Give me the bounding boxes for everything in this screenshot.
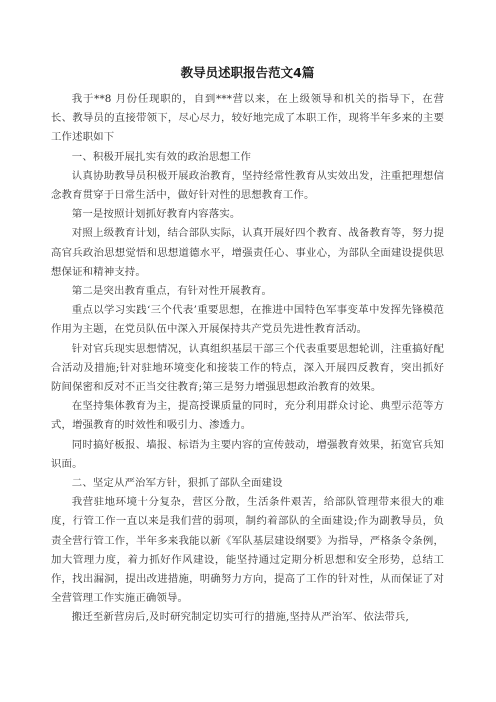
paragraph: 搬迁至新营房后,及时研究制定切实可行的措施,坚持从严治军、依法带兵,	[71, 611, 409, 624]
paragraph: 第一是按照计划抓好教育内容落实。	[71, 208, 241, 221]
section-heading-1: 一、积极开展扎实有效的政治思想工作	[71, 150, 251, 163]
paragraph: 同时搞好板报、墙报、标语为主要内容的宣传鼓动，增强教育效果，拓宽官兵知识面。	[51, 438, 444, 470]
paragraph: 针对官兵现实思想情况，认真组织基层干部三个代表重要思想轮训，注重搞好配合活动及措施;针对驻地环境变化和接装工作的特点，深入开展四反教育，突出抓好防间保密和反对不正当交往教育;第三是努力增强思想政治教育的效果。	[51, 342, 444, 394]
paragraph: 重点以学习实践‘三个代表’重要思想，在推进中国特色军事变革中发挥先锋模范作用为主题，在党员队伍中深入开展保持共产党员先进性教育活动。	[51, 304, 444, 336]
document-title: 教导员述职报告范文4篇	[180, 65, 315, 80]
section-heading-2: 二、坚定从严治军方针，狠抓了部队全面建设	[71, 477, 283, 490]
paragraph: 认真协助教导员积极开展政治教育，坚持经常性教育从实效出发，注重把理想信念教育贯穿于日常生活中，做好针对性的思想教育工作。	[51, 169, 444, 202]
paragraph: 第二是突出教育重点，有针对性开展教育。	[71, 285, 273, 298]
paragraph-intro: 我于**8 月份任现职的，自到***营以来，在上级领导和机关的指导下，在营长、教导员的直接带领下，尽心尽力，较好地完成了本职工作，现将半年多来的主要工作述职如下	[51, 93, 444, 144]
document-body	[51, 90, 444, 628]
paragraph: 在坚持集体教育为主，提高授课质量的同时，充分利用群众讨论、典型示范等方式，增强教育的时效性和吸引力、渗透力。	[51, 400, 444, 432]
paragraph: 对照上级教育计划，结合部队实际，认真开展好四个教育、战备教育等，努力提高官兵政治思想觉悟和思想道德水平，增强责任心、事业心，为部队全面建设提供思想保证和精神支持。	[51, 227, 444, 278]
paragraph: 我营驻地环境十分复杂，营区分散，生活条件艰苦，给部队管理带来很大的难度，行管工作一直以来是我们营的弱项，制约着部队的全面建设;作为副教导员，负责全营行管工作，半年多来我能以新《军队基层建设纲要》为指导，严格条令条例，加大管理力度，着力抓好作风建设，能坚持通过定期分析思想和安全形势，总结工作，找出漏洞，提出改进措施，明确努力方向，提高了工作的针对性，从而保证了对全营管理工作实施正确领导。	[51, 496, 444, 605]
